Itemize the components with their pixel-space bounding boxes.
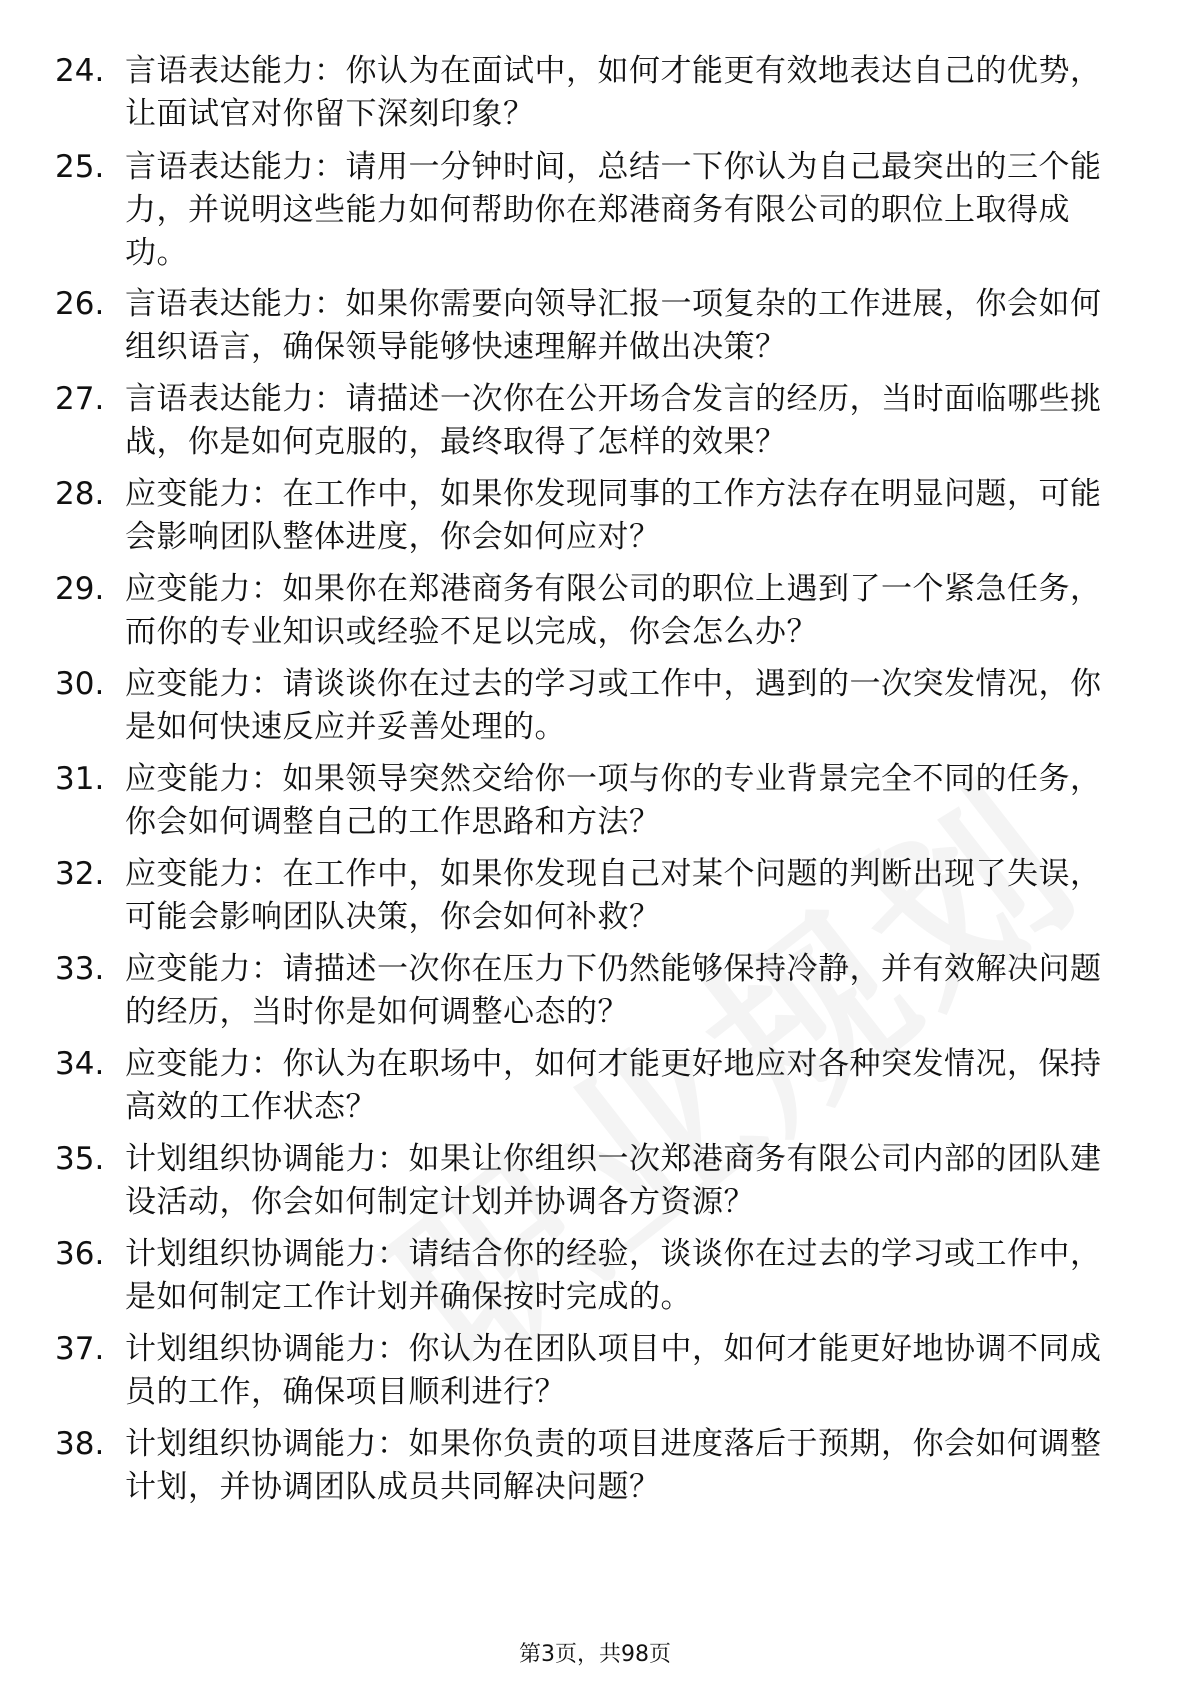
question-text: 应变能力：你认为在职场中，如何才能更好地应对各种突发情况，保持高效的工作状态？ bbox=[125, 1046, 1102, 1125]
question-text: 计划组织协调能力：请结合你的经验，谈谈你在过去的学习或工作中，是如何制定工作计划并确保按时完成的。 bbox=[125, 1236, 1102, 1315]
page-number: 第3页，共98页 bbox=[519, 1642, 671, 1667]
question-number: 36. bbox=[55, 1236, 105, 1272]
question-text: 言语表达能力：你认为在面试中，如何才能更有效地表达自己的优势，让面试官对你留下深刻印象？ bbox=[125, 53, 1102, 132]
question-number: 29. bbox=[55, 571, 105, 607]
question-text: 计划组织协调能力：如果你负责的项目进度落后于预期，你会如何调整计划，并协调团队成员共同解决问题？ bbox=[125, 1426, 1102, 1505]
question-text: 计划组织协调能力：如果让你组织一次郑港商务有限公司内部的团队建设活动，你会如何制定计划并协调各方资源？ bbox=[125, 1141, 1102, 1220]
question-number: 25. bbox=[55, 149, 105, 185]
question-number: 35. bbox=[55, 1141, 105, 1177]
question-number: 28. bbox=[55, 476, 105, 512]
question-number: 37. bbox=[55, 1331, 105, 1367]
question-number: 27. bbox=[55, 381, 105, 417]
question-number: 26. bbox=[55, 286, 105, 322]
question-number: 38. bbox=[55, 1426, 105, 1462]
question-number: 30. bbox=[55, 666, 105, 702]
question-number: 34. bbox=[55, 1046, 105, 1082]
question-text: 应变能力：如果你在郑港商务有限公司的职位上遇到了一个紧急任务，而你的专业知识或经验不足以完成，你会怎么办？ bbox=[125, 571, 1102, 650]
question-text: 应变能力：在工作中，如果你发现同事的工作方法存在明显问题，可能会影响团队整体进度，你会如何应对？ bbox=[125, 476, 1102, 555]
question-text: 言语表达能力：如果你需要向领导汇报一项复杂的工作进展，你会如何组织语言，确保领导能够快速理解并做出决策？ bbox=[125, 286, 1102, 365]
question-number: 31. bbox=[55, 761, 105, 797]
question-number: 24. bbox=[55, 53, 105, 89]
question-number: 32. bbox=[55, 856, 105, 892]
question-text: 应变能力：如果领导突然交给你一项与你的专业背景完全不同的任务，你会如何调整自己的工作思路和方法？ bbox=[125, 761, 1102, 840]
question-text: 应变能力：请描述一次你在压力下仍然能够保持冷静，并有效解决问题的经历，当时你是如何调整心态的？ bbox=[125, 951, 1102, 1030]
question-text: 言语表达能力：请描述一次你在公开场合发言的经历，当时面临哪些挑战，你是如何克服的，最终取得了怎样的效果？ bbox=[125, 381, 1102, 460]
question-text: 应变能力：请谈谈你在过去的学习或工作中，遇到的一次突发情况，你是如何快速反应并妥善处理的。 bbox=[125, 666, 1102, 745]
question-number: 33. bbox=[55, 951, 105, 987]
question-text: 应变能力：在工作中，如果你发现自己对某个问题的判断出现了失误，可能会影响团队决策，你会如何补救？ bbox=[125, 856, 1102, 935]
question-text: 计划组织协调能力：你认为在团队项目中，如何才能更好地协调不同成员的工作，确保项目顺利进行？ bbox=[125, 1331, 1102, 1410]
question-text: 言语表达能力：请用一分钟时间，总结一下你认为自己最突出的三个能力，并说明这些能力如何帮助你在郑港商务有限公司的职位上取得成功。 bbox=[125, 149, 1102, 271]
